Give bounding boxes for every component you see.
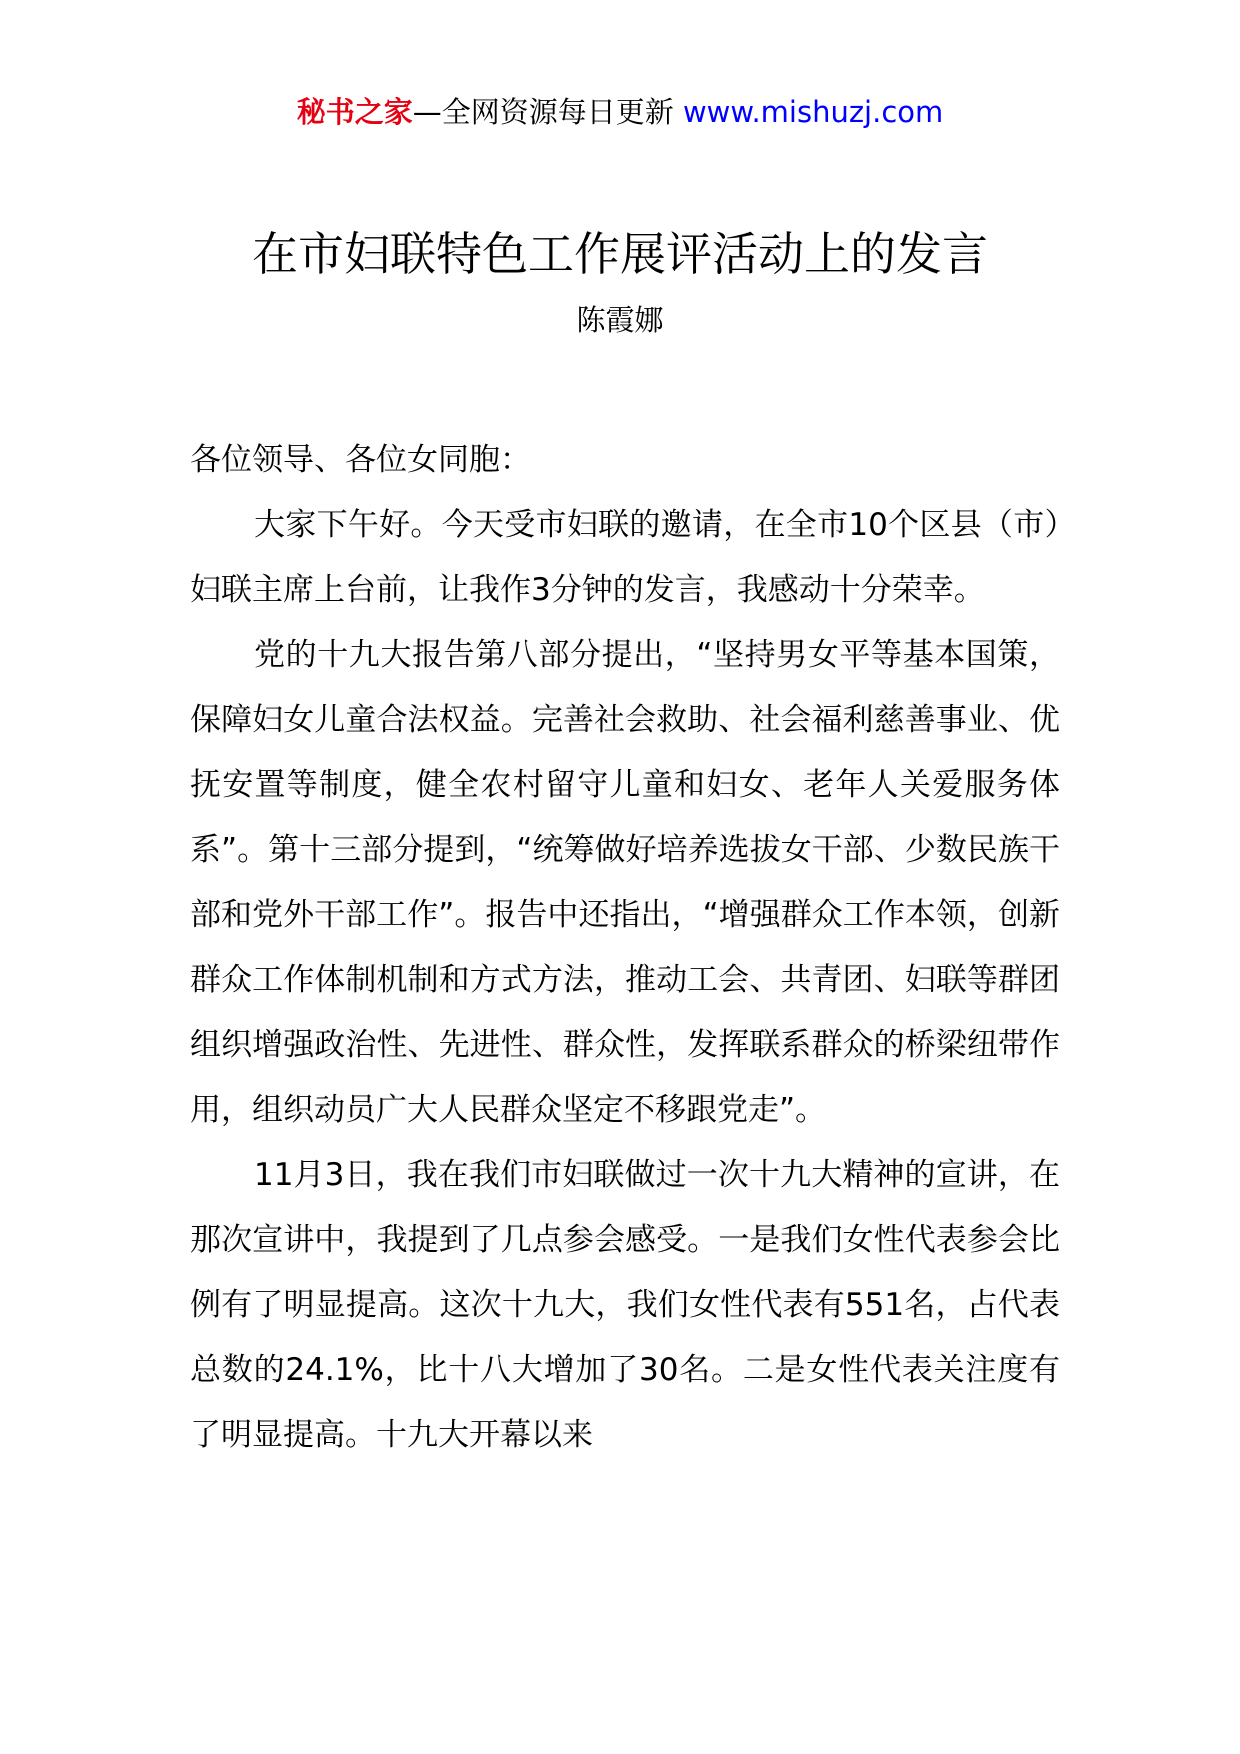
paragraph-congress-impressions: 11月3日，我在我们市妇联做过一次十九大精神的宣讲，在那次宣讲中，我提到了几点参会感受。一是我们女性代表参会比例有了明显提高。这次十九大，我们女性代表有551名，占代表总数的24.1%，比十八大增加了30名。二是女性代表关注度有了明显提高。十九大开幕以来: [190, 1157, 1060, 1453]
site-brand: 秘书之家: [296, 95, 413, 129]
site-slogan: —全网资源每日更新: [412, 95, 683, 129]
paragraph-greeting: 大家下午好。今天受市妇联的邀请，在全市10个区县（市）妇联主席上台前，让我作3分钟的发言，我感动十分荣幸。: [190, 507, 1060, 608]
salutation: 各位领导、各位女同胞：: [190, 442, 531, 478]
site-header: [0, 92, 1240, 132]
document-author: 陈霞娜: [576, 303, 664, 337]
site-url-link[interactable]: www.mishuzj.com: [682, 95, 944, 129]
document-body: [190, 428, 1060, 1468]
document-title: 在市妇联特色工作展评活动上的发言: [252, 227, 988, 281]
paragraph-report-quotes: 党的十九大报告第八部分提出，“坚持男女平等基本国策，保障妇女儿童合法权益。完善社会救助、社会福利慈善事业、优抚安置等制度，健全农村留守儿童和妇女、老年人关爱服务体系”。第十三部分提到，“统筹做好培养选拔女干部、少数民族干部和党外干部工作”。报告中还指出，“增强群众工作本领，创新群众工作体制机制和方式方法，推动工会、共青团、妇联等群团组织增强政治性、先进性、群众性，发挥联系群众的桥梁纽带作用，组织动员广大人民群众坚定不移跟党走”。: [190, 637, 1060, 1128]
